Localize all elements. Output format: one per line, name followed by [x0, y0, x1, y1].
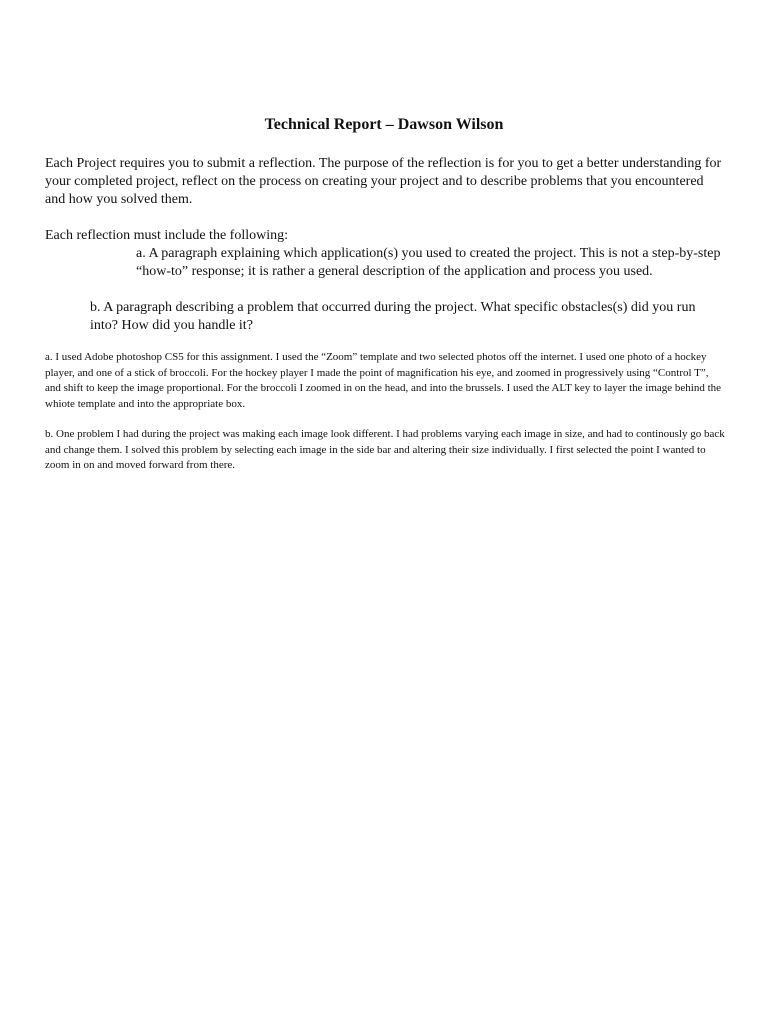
document-title: Technical Report – Dawson Wilson	[264, 116, 504, 133]
answer-b-paragraph: b. One problem I had during the project was making each image look different. I had problems varying each image in size, and had to continously go back and change them. I solved this problem by selecting each image in the side bar and altering their size individually. I first selected the point I wanted to zoom in on and moved forward from there.	[45, 428, 725, 471]
requirement-a: a. A paragraph explaining which application(s) you used to created the project. This is not a step-by-step “how-to” response; it is rather a general description of the application and process you used.	[136, 246, 721, 279]
answer-a-paragraph: a. I used Adobe photoshop CS5 for this assignment. I used the “Zoom” template and two selected photos off the internet. I used one photo of a hockey player, and one of a stick of broccoli. For the hockey player I made the point of magnification his eye, and zoomed in progressively using “Control T”, and shift to keep the image proportional. For the broccoli I zoomed in on the head, and into the brussels. I used the ALT key to layer the image behind the whiote template and into the appropriate box.	[45, 351, 722, 410]
intro-paragraph: Each Project requires you to submit a reflection. The purpose of the reflection is for you to get a better understanding for your completed project, reflect on the process on creating your project and to describe problems that you encountered and how you solved them.	[45, 156, 722, 207]
requirements-lead: Each reflection must include the following:	[45, 228, 288, 243]
requirement-b: b. A paragraph describing a problem that occurred during the project. What specific obstacles(s) did you run into? How did you handle it?	[90, 300, 696, 333]
